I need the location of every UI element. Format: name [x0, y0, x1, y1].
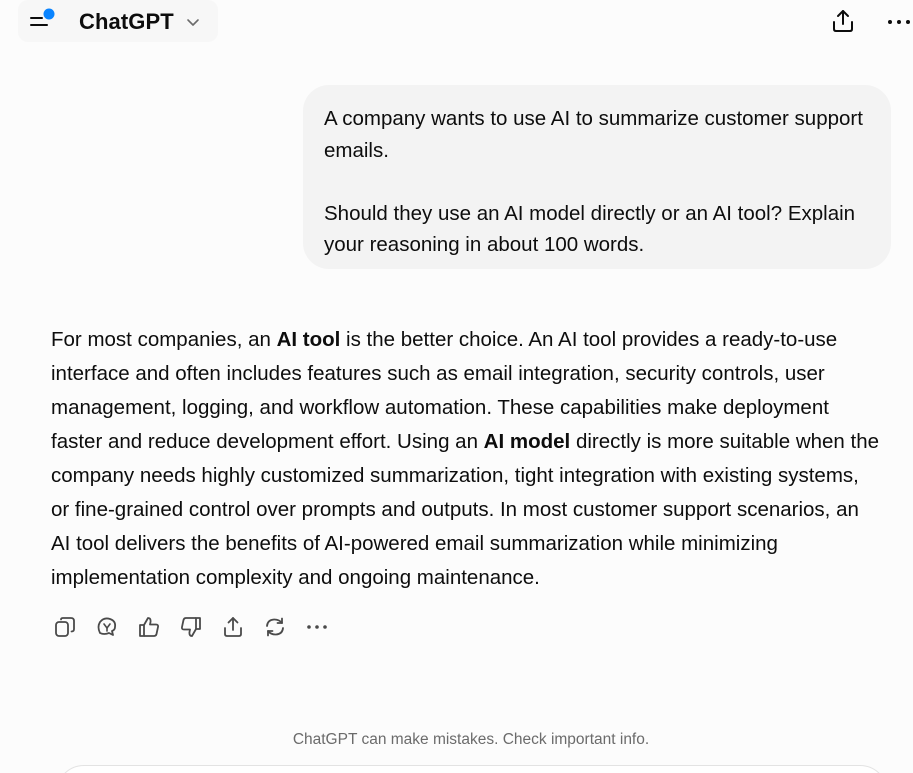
- thumbs-down-icon[interactable]: [177, 613, 205, 641]
- message-actions: [51, 613, 345, 641]
- model-title[interactable]: ChatGPT: [79, 9, 174, 34]
- more-icon[interactable]: [886, 12, 912, 32]
- model-switcher[interactable]: [18, 0, 218, 42]
- share-icon[interactable]: [219, 613, 247, 641]
- assistant-text: is the better choice. An AI tool provides a ready-to-use interface and often includes features such as email integration, security controls, user management, logging, and workflow automation. These capabilities make deployment faster and reduce development effort. Using an: [51, 328, 838, 453]
- share-icon[interactable]: [830, 8, 856, 34]
- regenerate-icon[interactable]: [261, 613, 289, 641]
- voice-icon[interactable]: [93, 613, 121, 641]
- chevron-down-icon[interactable]: [186, 15, 200, 29]
- top-bar: [0, 0, 913, 44]
- thumbs-up-icon[interactable]: [135, 613, 163, 641]
- sidebar-toggle-icon[interactable]: [30, 8, 56, 32]
- assistant-text: directly is more suitable when the company needs highly customized summarization, tight integration with existing systems, or fine-grained control over prompts and outputs. In most customer support scenarios, an AI tool delivers the benefits of AI-powered email summarization while minimizing implementation complexity and ongoing maintenance.: [51, 430, 880, 589]
- disclaimer-text: ChatGPT can make mistakes. Check important info.: [292, 731, 650, 748]
- user-message-paragraph: Should they use an AI model directly or an AI tool? Explain your reasoning in about 100 words.: [324, 201, 856, 256]
- more-icon[interactable]: [303, 613, 331, 641]
- assistant-text: For most companies, an: [51, 328, 277, 351]
- assistant-bold-text: AI model: [483, 430, 571, 453]
- message-composer[interactable]: [56, 765, 888, 773]
- assistant-message: [51, 323, 881, 595]
- copy-icon[interactable]: [51, 613, 79, 641]
- assistant-bold-text: AI tool: [276, 328, 341, 351]
- user-message-paragraph: A company wants to use AI to summarize customer support emails.: [324, 107, 863, 162]
- user-message: [303, 85, 891, 269]
